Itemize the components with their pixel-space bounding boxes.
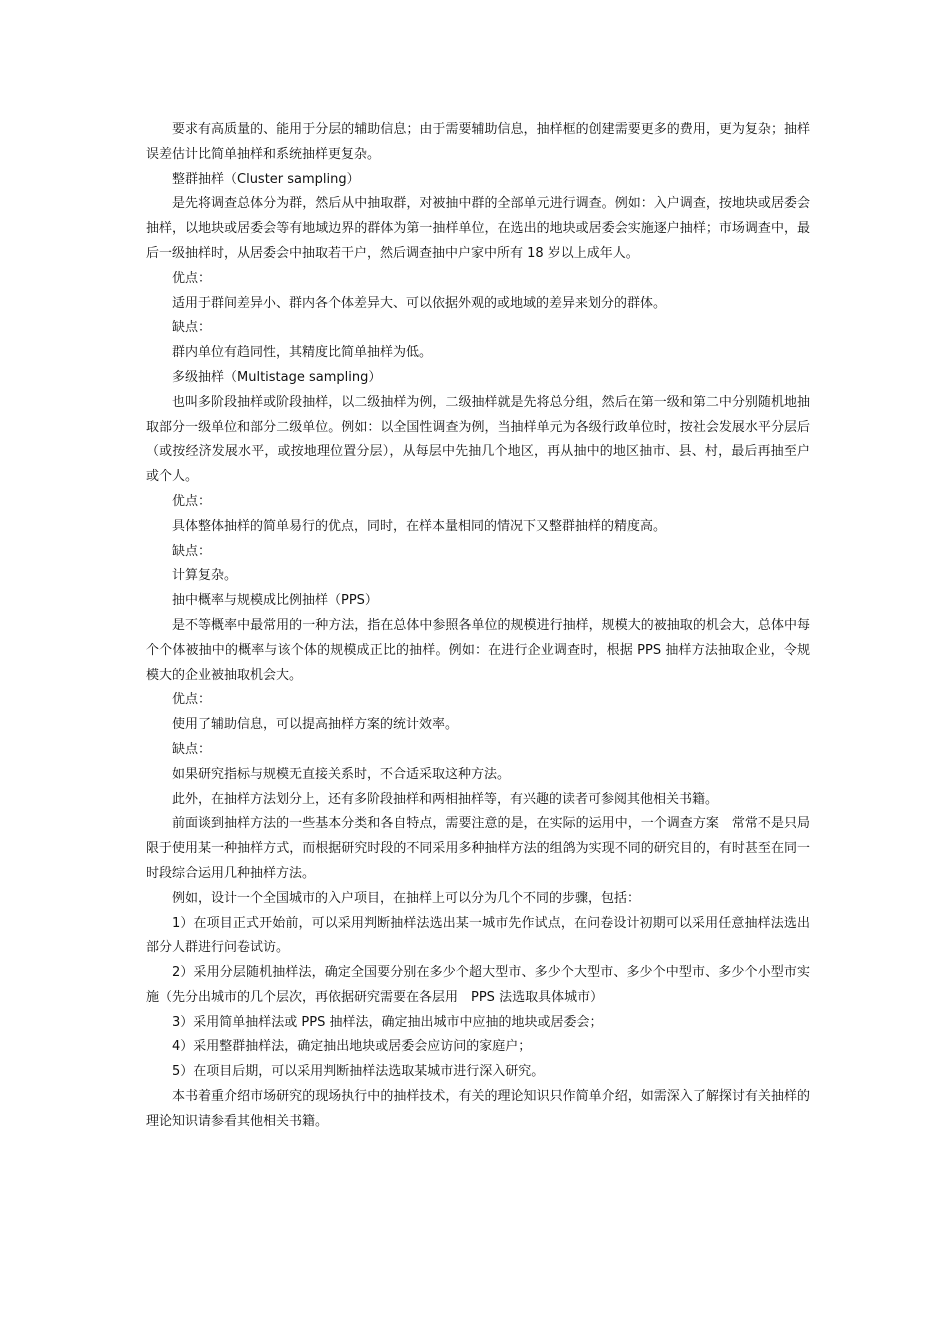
- heading-pps-sampling: 抽中概率与规模成比例抽样（PPS）: [172, 593, 378, 609]
- label-advantages: 优点：: [172, 270, 212, 286]
- list-item-step-4: 4）采用整群抽样法，确定抽出地块或居委会应访问的家庭户；: [172, 1039, 532, 1055]
- list-item-step-2: 2）采用分层随机抽样法，确定全国要分别在多少个超大型市、多少个大型市、多少个中型市、多少个小型市实施（先分出城市的几个层次，再依据研究需要在各层用 PPS 法选取具体城市）: [146, 965, 810, 1005]
- paragraph-pps-advantages: 使用了辅助信息，可以提高抽样方案的统计效率。: [172, 717, 459, 733]
- paragraph-combined-methods: 前面谈到抽样方法的一些基本分类和各自特点，需要注意的是，在实际的运用中，一个调查方案 常常不是只局限于使用某一种抽样方式，而根据研究时段的不同采用多种抽样方法的组鸽为实现不同的研究目的，有时甚至在同一时段综合运用几种抽样方法。: [146, 816, 810, 881]
- paragraph-pps-definition: 是不等概率中最常用的一种方法，指在总体中参照各单位的规模进行抽样，规模大的被抽取的机会大，总体中每个个体被抽中的概率与该个体的规模成正比的抽样。例如：在进行企业调查时，根据 PPS 抽样方法抽取企业，令规模大的企业被抽取机会大。: [146, 617, 810, 683]
- heading-multistage-sampling: 多级抽样（Multistage sampling）: [172, 369, 382, 385]
- paragraph-example-intro: 例如，设计一个全国城市的入户项目，在抽样上可以分为几个不同的步骤，包括：: [172, 890, 641, 906]
- paragraph-cluster-definition: 是先将调查总体分为群，然后从中抽取群，对被抽中群的全部单元进行调查。例如：入户调查，按地块或居委会抽样，以地块或居委会等有地域边界的群体为第一抽样单位，在选出的地块或居委会实施逐户抽样；市场调查中，最后一级抽样时，从居委会中抽取若干户，然后调查抽中户家中所有 18 岁以上成年人。: [146, 196, 810, 261]
- paragraph-pps-disadvantages: 如果研究指标与规模无直接关系时，不合适采取这种方法。: [172, 766, 511, 782]
- label-disadvantages: 缺点：: [172, 741, 212, 757]
- paragraph-multistage-definition: 也叫多阶段抽样或阶段抽样，以二级抽样为例，二级抽样就是先将总分组，然后在第一级和第二中分别随机地抽取部分一级单位和部分二级单位。例如：以全国性调查为例，当抽样单元为各级行政单位时，按社会发展水平分层后（或按经济发展水平，或按地理位置分层），从每层中先抽几个地区，再从抽中的地区抽市、县、村，最后再抽至户或个人。: [146, 394, 810, 485]
- paragraph-multistage-advantages: 具体整体抽样的简单易行的优点，同时，在样本量相同的情况下又整群抽样的精度高。: [172, 518, 667, 534]
- label-advantages: 优点：: [172, 493, 212, 509]
- heading-cluster-sampling: 整群抽样（Cluster sampling）: [172, 171, 360, 187]
- paragraph-cluster-advantages: 适用于群间差异小、群内各个体差异大、可以依据外观的或地域的差异来划分的群体。: [172, 295, 667, 311]
- paragraph-other-methods: 此外，在抽样方法划分上，还有多阶段抽样和两相抽样等，有兴趣的读者可参阅其他相关书籍。: [172, 791, 719, 807]
- list-item-step-3: 3）采用简单抽样法或 PPS 抽样法，确定抽出城市中应抽的地块或居委会；: [172, 1014, 603, 1030]
- paragraph-stratified-drawbacks: 要求有高质量的、能用于分层的辅助信息；由于需要辅助信息，抽样框的创建需要更多的费用，更为复杂；抽样误差估计比简单抽样和系统抽样更复杂。: [146, 122, 810, 162]
- label-advantages: 优点：: [172, 692, 212, 708]
- paragraph-closing-note: 本书着重介绍市场研究的现场执行中的抽样技术，有关的理论知识只作简单介绍，如需深入了解探讨有关抽样的理论知识请参看其他相关书籍。: [146, 1089, 810, 1129]
- list-item-step-1: 1）在项目正式开始前，可以采用判断抽样法选出某一城市先作试点，在问卷设计初期可以采用任意抽样法选出部分人群进行问卷试访。: [146, 915, 810, 956]
- list-item-step-5: 5）在项目后期，可以采用判断抽样法选取某城市进行深入研究。: [172, 1064, 545, 1080]
- paragraph-multistage-disadvantages: 计算复杂。: [172, 568, 238, 584]
- label-disadvantages: 缺点：: [172, 320, 212, 336]
- label-disadvantages: 缺点：: [172, 543, 212, 559]
- document-page: [146, 118, 810, 1135]
- paragraph-cluster-disadvantages: 群内单位有趋同性，其精度比简单抽样为低。: [172, 345, 433, 361]
